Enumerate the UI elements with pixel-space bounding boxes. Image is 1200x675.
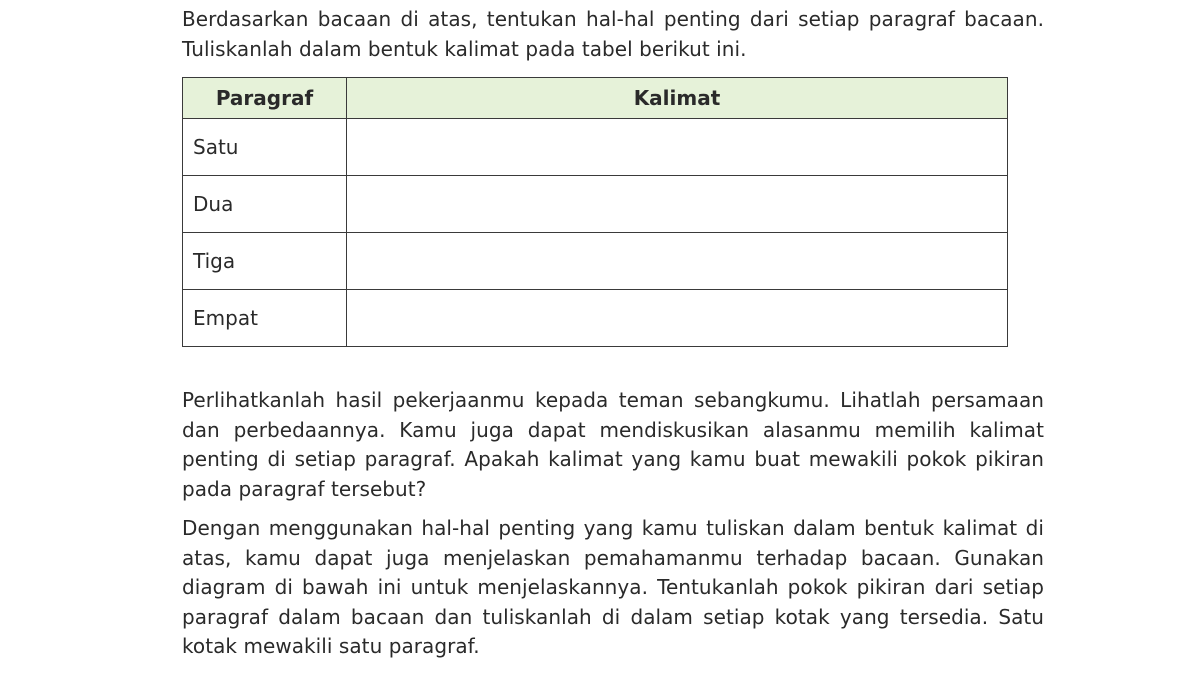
instruction-paragraph-1: Perlihatkanlah hasil pekerjaanmu kepada teman sebangkumu. Lihatlah persamaan dan perbedaannya. Kamu juga dapat mendiskusikan alasanmu memilih kalimat penting di setiap paragraf. Apakah kalimat yang kamu buat mewakili pokok pikiran pada paragraf tersebut? bbox=[182, 388, 1044, 501]
intro-text: Berdasarkan bacaan di atas, tentukan hal-hal penting dari setiap paragraf bacaan. Tuliskanlah dalam bentuk kalimat pada tabel berikut ini. bbox=[182, 7, 1044, 61]
table-header-row bbox=[183, 78, 1008, 119]
answer-cell-dua[interactable] bbox=[347, 176, 1008, 233]
row-label-dua: Dua bbox=[183, 176, 347, 233]
answer-cell-empat[interactable] bbox=[347, 290, 1008, 347]
header-paragraf: Paragraf bbox=[183, 78, 347, 119]
row-label-empat: Empat bbox=[183, 290, 347, 347]
row-label-tiga: Tiga bbox=[183, 233, 347, 290]
header-kalimat: Kalimat bbox=[347, 78, 1008, 119]
instruction-paragraph-2: Dengan menggunakan hal-hal penting yang kamu tuliskan dalam bentuk kalimat di atas, kamu dapat juga menjelaskan pemahamanmu terhadap bacaan. Gunakan diagram di bawah ini untuk menjelaskannya. Tentukanlah pokok pikiran dari setiap paragraf dalam bacaan dan tuliskanlah di dalam setiap kotak yang tersedia. Satu kotak mewakili satu paragraf. bbox=[182, 516, 1044, 658]
answer-cell-tiga[interactable] bbox=[347, 233, 1008, 290]
row-label-satu: Satu bbox=[183, 119, 347, 176]
paragraph-summary-table bbox=[182, 77, 1008, 347]
table-row bbox=[183, 290, 1008, 347]
answer-cell-satu[interactable] bbox=[347, 119, 1008, 176]
table-row bbox=[183, 233, 1008, 290]
table-row bbox=[183, 119, 1008, 176]
table-row bbox=[183, 176, 1008, 233]
